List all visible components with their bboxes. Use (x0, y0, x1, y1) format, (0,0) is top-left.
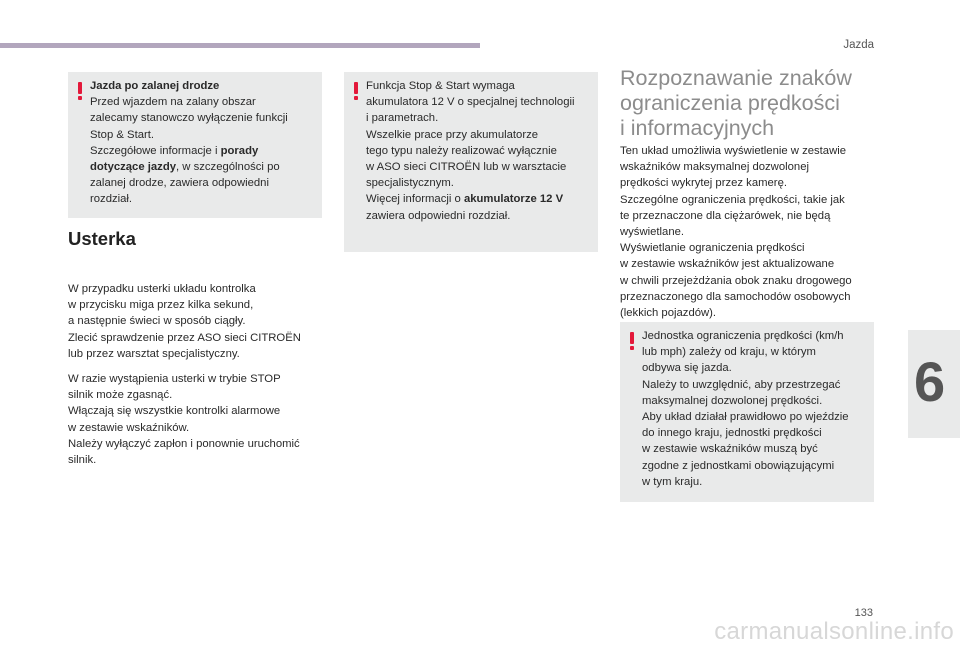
text-line: Więcej informacji o (366, 193, 464, 206)
text-line: zgodne z jednostkami obowiązującymi (642, 459, 835, 472)
text-line: w zestawie wskaźników muszą być (642, 443, 818, 456)
text-line: Włączają się wszystkie kontrolki alarmowe (68, 405, 281, 418)
text-line: lub mph) zależy od kraju, w którym (642, 346, 816, 359)
text-line: silnik może zgasnąć. (68, 389, 173, 402)
box-title: Jazda po zalanej drodze (90, 80, 220, 92)
text-line: Stop & Start. (90, 128, 155, 141)
warning-box-flooded-road (68, 72, 322, 218)
bold-text: dotyczące jazdy (90, 161, 177, 174)
chapter-tab (908, 330, 960, 438)
text-line: Należy wyłączyć zapłon i ponownie uruchomić (68, 437, 300, 450)
text-line: Przed wjazdem na zalany obszar (90, 96, 256, 109)
text-line: Szczególne ograniczenia prędkości, takie jak (620, 193, 845, 206)
text-line: lub przez warsztat specjalistyczny. (68, 347, 240, 360)
text-line: odbywa się jazda. (642, 362, 732, 375)
text-line: Ten układ umożliwia wyświetlenie w zestawie (620, 145, 847, 157)
text-line: Jednostka ograniczenia prędkości (km/h (642, 330, 844, 342)
usterka-paragraph-1 (68, 281, 330, 362)
text-line: W razie wystąpienia usterki w trybie STOP (68, 373, 281, 385)
warning-icon (77, 82, 83, 100)
watermark: carmanualsonline.info (714, 618, 954, 645)
text-line: w tym kraju. (642, 475, 703, 488)
text-line: w przycisku miga przez kilka sekund, (68, 299, 254, 312)
text-line: zalecamy stanowczo wyłączenie funkcji (90, 112, 288, 125)
text-line: przeznaczonego dla samochodów osobowych (620, 290, 851, 303)
text-line: wskaźników maksymalnej dozwolonej (620, 161, 809, 174)
heading-usterka: Usterka (68, 228, 136, 249)
text-line: Należy to uwzględnić, aby przestrzegać (642, 378, 841, 391)
text-line: Aby układ działał prawidłowo po wjeździe (642, 411, 849, 424)
text-line: W przypadku usterki układu kontrolka (68, 283, 256, 295)
text-line: , w szczególności po (176, 161, 280, 174)
text-line: Szczegółowe informacje i (90, 144, 221, 157)
page-number: 133 (854, 607, 873, 619)
text-line: a następnie świeci w sposób ciągły. (68, 315, 246, 328)
text-line: maksymalnej dozwolonej prędkości. (642, 394, 823, 407)
warning-icon (353, 82, 359, 100)
text-line: wyświetlane. (620, 226, 685, 239)
heading-line: ograniczenia prędkości (620, 91, 840, 115)
text-line: Zlecić sprawdzenie przez ASO sieci CITROËN (68, 331, 301, 344)
usterka-paragraph-2 (68, 371, 330, 468)
warning-icon (629, 332, 635, 350)
text-line: zalanej drodze, zawiera odpowiedni (90, 177, 269, 190)
chapter-number: 6 (914, 350, 946, 413)
text-line: akumulatora 12 V o specjalnej technologii (366, 96, 575, 109)
text-line: silnik. (68, 454, 97, 467)
text-line: prędkości wykrytej przez kamerę. (620, 177, 787, 190)
header-accent-bar (0, 43, 480, 48)
heading-speed-sign-recognition (620, 66, 852, 141)
text-line: rozdział. (90, 193, 133, 206)
text-line: tego typu należy realizować wyłącznie (366, 144, 557, 157)
text-line: do innego kraju, jednostki prędkości (642, 427, 822, 440)
text-line: w zestawie wskaźników. (68, 421, 190, 434)
heading-line: i informacyjnych (620, 116, 775, 140)
speed-sign-paragraph (620, 143, 882, 321)
warning-box-speed-units (620, 322, 874, 502)
text-line: i parametrach. (366, 112, 439, 125)
text-line: (lekkich pojazdów). (620, 307, 717, 320)
text-line: w ASO sieci CITROËN lub w warsztacie (366, 161, 567, 174)
text-line: zawiera odpowiedni rozdział. (366, 209, 511, 222)
text-line: Wyświetlanie ograniczenia prędkości (620, 242, 805, 255)
text-line: Wszelkie prace przy akumulatorze (366, 128, 539, 141)
heading-line: Rozpoznawanie znaków (620, 66, 852, 90)
text-line: specjalistycznym. (366, 177, 454, 190)
text-line: w zestawie wskaźników jest aktualizowane (620, 258, 835, 271)
bold-text: porady (220, 144, 259, 157)
bold-text: akumulatorze 12 V (463, 193, 564, 206)
text-line: te przeznaczone dla ciężarówek, nie będą (620, 209, 831, 222)
text-line: w chwili przejeżdżania obok znaku drogowego (620, 274, 852, 287)
section-title: Jazda (843, 39, 874, 51)
warning-box-battery (344, 72, 598, 252)
text-line: Funkcja Stop & Start wymaga (366, 80, 515, 92)
